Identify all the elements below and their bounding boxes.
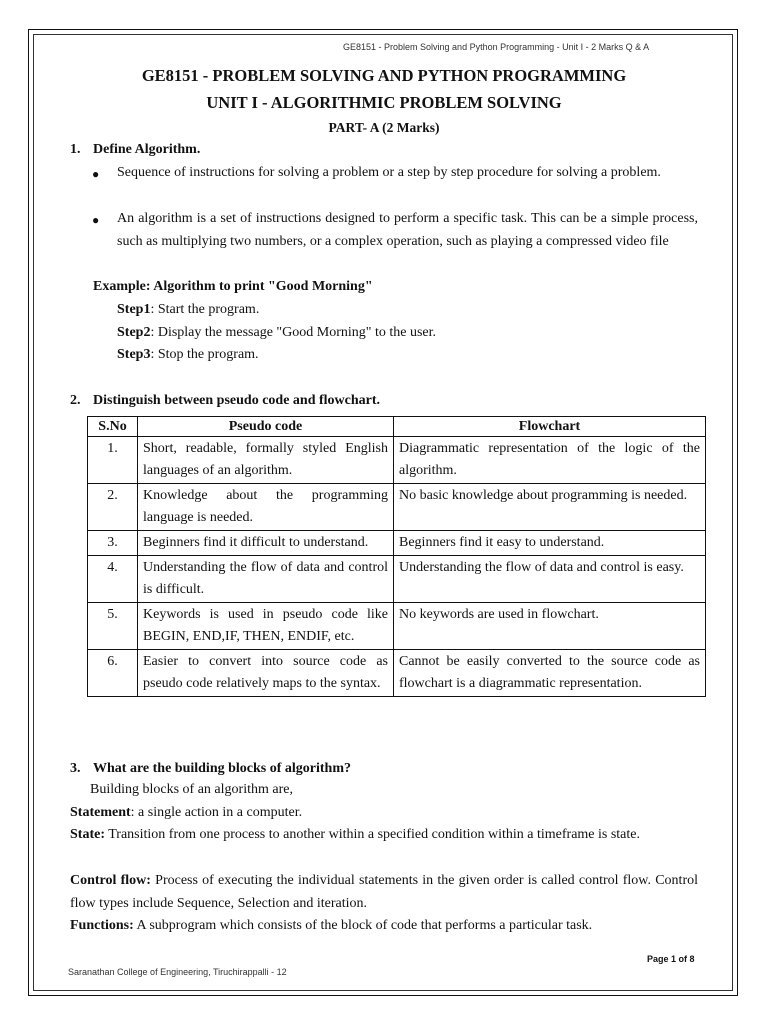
q1-bullet-2: An algorithm is a set of instructions designed to perform a specific task. This can be a simple process, such as multiplying two numbers, or a complex operation, such as playing a compressed video file	[117, 211, 698, 249]
q1-step: Step3: Stop the program.	[117, 347, 259, 362]
q2-number: 2.	[70, 393, 81, 408]
q3-intro: Building blocks of an algorithm are,	[90, 782, 293, 797]
table-row	[88, 556, 706, 603]
q1-example-heading: Example: Algorithm to print "Good Morning"	[93, 279, 373, 294]
q3-item-functions: Functions: A subprogram which consists of the block of code that performs a particular task.	[70, 918, 593, 933]
page-number: Page 1 of 8	[647, 954, 695, 964]
cell-pseudo: Understanding the flow of data and control is difficult.	[138, 556, 394, 603]
table-row	[88, 484, 706, 531]
cell-flow: No keywords are used in flowchart.	[394, 603, 706, 650]
q3-item-statement: Statement: a single action in a computer.	[70, 805, 303, 820]
cell-pseudo: Easier to convert into source code as pseudo code relatively maps to the syntax.	[138, 650, 394, 697]
column-header-sno: S.No	[88, 417, 138, 437]
q1-bullet-1: Sequence of instructions for solving a problem or a step by step procedure for solving a problem.	[117, 165, 661, 180]
cell-sno: 2.	[88, 484, 138, 531]
table-row	[88, 437, 706, 484]
bullet-icon: ●	[92, 213, 100, 227]
q3-number: 3.	[70, 761, 81, 776]
cell-sno: 6.	[88, 650, 138, 697]
part-heading: PART- A (2 Marks)	[328, 120, 440, 135]
comparison-table	[87, 416, 706, 697]
cell-pseudo: Beginners find it difficult to understand.	[138, 531, 394, 556]
column-header-pseudo-code: Pseudo code	[138, 417, 394, 437]
cell-sno: 4.	[88, 556, 138, 603]
cell-flow: Cannot be easily converted to the source code as flowchart is a diagrammatic representation.	[394, 650, 706, 697]
q2-question: Distinguish between pseudo code and flowchart.	[93, 393, 381, 408]
cell-flow: Beginners find it easy to understand.	[394, 531, 706, 556]
column-header-flowchart: Flowchart	[394, 417, 706, 437]
table-row	[88, 531, 706, 556]
q3-item-state: State: Transition from one process to another within a specified condition within a timeframe is state.	[70, 827, 641, 842]
cell-flow: Diagrammatic representation of the logic of the algorithm.	[394, 437, 706, 484]
bullet-icon: ●	[92, 167, 100, 181]
q1-step: Step2: Display the message "Good Morning" to the user.	[117, 325, 437, 340]
running-header: GE8151 - Problem Solving and Python Programming - Unit I - 2 Marks Q & A	[343, 42, 650, 52]
q1-step: Step1: Start the program.	[117, 302, 260, 317]
cell-sno: 5.	[88, 603, 138, 650]
table-row	[88, 603, 706, 650]
document-title: GE8151 - PROBLEM SOLVING AND PYTHON PROGRAMMING	[141, 66, 627, 85]
table-header-row	[88, 417, 706, 437]
cell-flow: No basic knowledge about programming is needed.	[394, 484, 706, 531]
cell-sno: 1.	[88, 437, 138, 484]
cell-pseudo: Keywords is used in pseudo code like BEGIN, END,IF, THEN, ENDIF, etc.	[138, 603, 394, 650]
cell-pseudo: Knowledge about the programming language is needed.	[138, 484, 394, 531]
footer-college: Saranathan College of Engineering, Tiruchirappalli - 12	[68, 967, 287, 977]
q3-question: What are the building blocks of algorithm?	[93, 761, 351, 776]
q1-question: Define Algorithm.	[93, 142, 201, 157]
cell-pseudo: Short, readable, formally styled English languages of an algorithm.	[138, 437, 394, 484]
q1-number: 1.	[70, 142, 81, 157]
cell-sno: 3.	[88, 531, 138, 556]
q3-item-control-flow: Control flow: Process of executing the individual statements in the given order is called control flow. Control flow types include Sequence, Selection and iteration.	[70, 873, 698, 911]
unit-title: UNIT I - ALGORITHMIC PROBLEM SOLVING	[206, 93, 562, 112]
cell-flow: Understanding the flow of data and control is easy.	[394, 556, 706, 603]
table-row	[88, 650, 706, 697]
